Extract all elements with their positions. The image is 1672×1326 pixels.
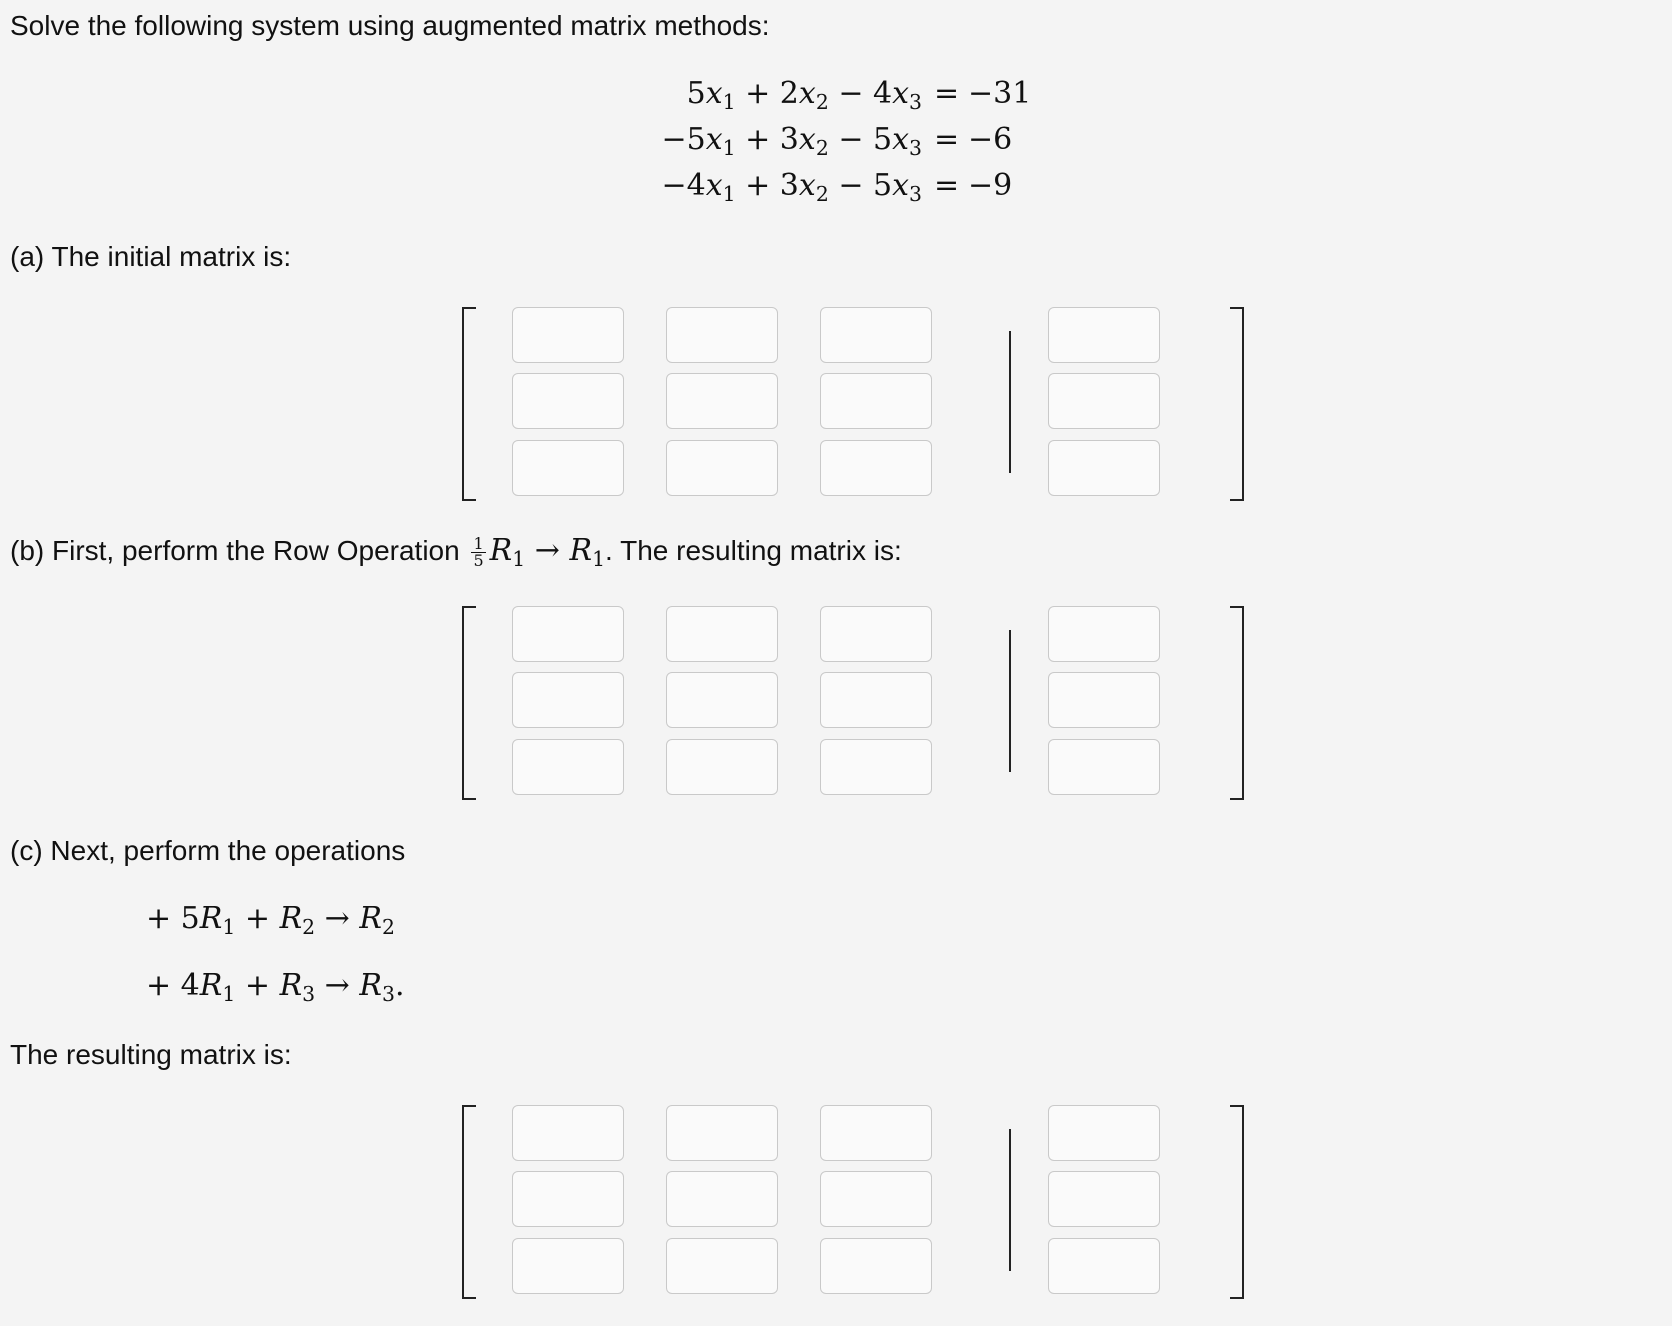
matrix-a-cell-r3-c4[interactable] — [1048, 440, 1160, 496]
matrix-a-cell-r1-c4[interactable] — [1048, 307, 1160, 363]
part-c-label: (c) Next, perform the operations — [10, 835, 406, 866]
equation-3-rhs: −9 — [968, 168, 1013, 203]
matrix-b-cell-r2-c1[interactable] — [512, 672, 624, 728]
matrix-a-cell-r2-c4[interactable] — [1048, 373, 1160, 429]
matrix-b-cell-r2-c2[interactable] — [666, 672, 778, 728]
matrix-c-cell-r1-c3[interactable] — [820, 1105, 932, 1161]
row-operation-2: + $4R_1 + R_3 \to R_3$. — [146, 968, 405, 1007]
matrix-b-cell-r3-c3[interactable] — [820, 739, 932, 795]
part-b-label: (b) First, perform the Row Operation $\frac{1}{5}$ $R_1 \to R_1$. The resulting matrix is: — [10, 533, 902, 572]
matrix-c-cell-r3-c2[interactable] — [666, 1238, 778, 1294]
equation-1-lhs: $5x_1 + 2x_2 - 4x_3$ — [686, 76, 922, 115]
matrix-a-augment-divider — [1009, 331, 1011, 473]
part-a-label: (a) The initial matrix is: — [10, 241, 292, 272]
equation-1-rhs: −31 — [968, 76, 1032, 111]
matrix-c-cell-r2-c2[interactable] — [666, 1171, 778, 1227]
matrix-b-cell-r1-c2[interactable] — [666, 606, 778, 662]
matrix-b-left-bracket — [462, 606, 476, 800]
matrix-b-cell-r3-c1[interactable] — [512, 739, 624, 795]
matrix-b-right-bracket — [1230, 606, 1244, 800]
matrix-c — [462, 1105, 1244, 1303]
matrix-c-cell-r1-c2[interactable] — [666, 1105, 778, 1161]
matrix-b-cell-r3-c2[interactable] — [666, 739, 778, 795]
equation-3-lhs: $-4x_1 + 3x_2 - 5x_3$ — [661, 168, 922, 207]
matrix-a-cell-r1-c1[interactable] — [512, 307, 624, 363]
equation-row-2: $-5x_1 + 3x_2 - 5x_3$ = −6 — [661, 122, 1013, 161]
problem-prompt: Solve the following system using augmented matrix methods: — [10, 10, 770, 41]
part-c-result-label: The resulting matrix is: — [10, 1039, 292, 1070]
matrix-c-cell-r1-c4[interactable] — [1048, 1105, 1160, 1161]
matrix-a-cell-r1-c3[interactable] — [820, 307, 932, 363]
matrix-a-cell-r3-c2[interactable] — [666, 440, 778, 496]
matrix-b-cell-r1-c3[interactable] — [820, 606, 932, 662]
matrix-c-cell-r2-c3[interactable] — [820, 1171, 932, 1227]
matrix-b-cell-r1-c1[interactable] — [512, 606, 624, 662]
equation-2-lhs: $-5x_1 + 3x_2 - 5x_3$ — [661, 122, 922, 161]
matrix-b-cell-r3-c4[interactable] — [1048, 739, 1160, 795]
matrix-c-right-bracket — [1230, 1105, 1244, 1299]
equation-row-1: $5x_1 + 2x_2 - 4x_3$ = −31 — [686, 76, 1032, 115]
matrix-a-cell-r2-c1[interactable] — [512, 373, 624, 429]
matrix-c-cell-r2-c4[interactable] — [1048, 1171, 1160, 1227]
matrix-c-left-bracket — [462, 1105, 476, 1299]
matrix-b-cell-r2-c3[interactable] — [820, 672, 932, 728]
equation-row-3: $-4x_1 + 3x_2 - 5x_3$ = −9 — [661, 168, 1013, 207]
matrix-b-cell-r2-c4[interactable] — [1048, 672, 1160, 728]
matrix-a-cell-r2-c2[interactable] — [666, 373, 778, 429]
matrix-a-cell-r2-c3[interactable] — [820, 373, 932, 429]
matrix-a-left-bracket — [462, 307, 476, 501]
matrix-a — [462, 307, 1244, 505]
matrix-a-right-bracket — [1230, 307, 1244, 501]
matrix-c-cell-r2-c1[interactable] — [512, 1171, 624, 1227]
matrix-c-cell-r3-c3[interactable] — [820, 1238, 932, 1294]
matrix-b-cell-r1-c4[interactable] — [1048, 606, 1160, 662]
matrix-c-cell-r3-c4[interactable] — [1048, 1238, 1160, 1294]
fraction-one-fifth: $\frac{1}{5}$ — [473, 534, 484, 571]
matrix-c-cell-r3-c1[interactable] — [512, 1238, 624, 1294]
matrix-c-cell-r1-c1[interactable] — [512, 1105, 624, 1161]
matrix-a-cell-r3-c3[interactable] — [820, 440, 932, 496]
matrix-b — [462, 606, 1244, 804]
matrix-c-augment-divider — [1009, 1129, 1011, 1271]
matrix-a-cell-r3-c1[interactable] — [512, 440, 624, 496]
row-operation-1: + $5R_1 + R_2 \to R_2$ — [146, 901, 395, 940]
equation-2-rhs: −6 — [968, 122, 1013, 157]
matrix-a-cell-r1-c2[interactable] — [666, 307, 778, 363]
matrix-b-augment-divider — [1009, 630, 1011, 772]
